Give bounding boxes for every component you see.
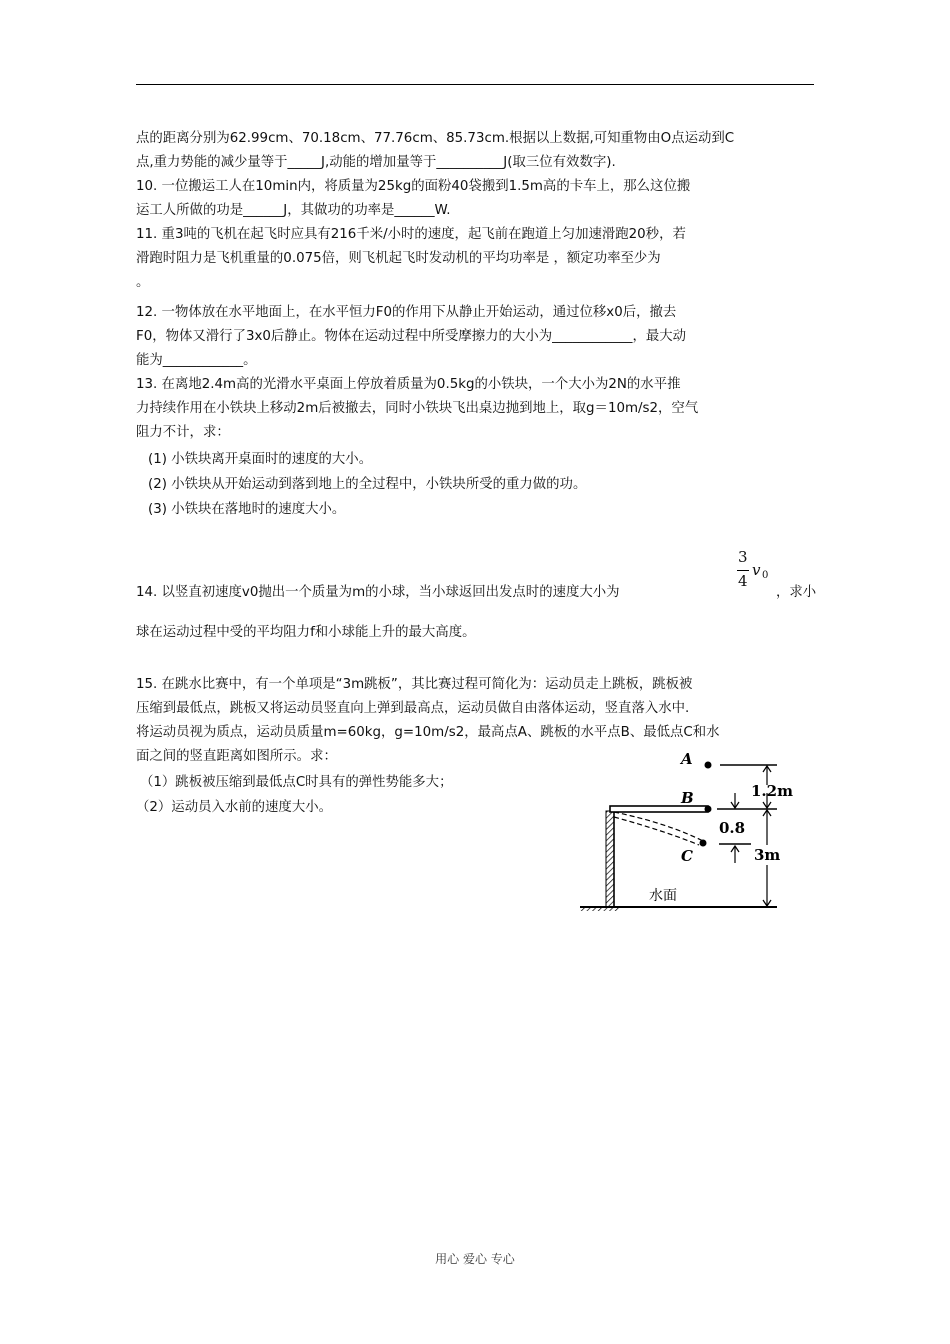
ground-hatch	[580, 907, 620, 911]
text-line: 滑跑时阻力是飞机重量的0.075倍，则飞机起飞时发动机的平均功率是 ，额定功率至少为	[136, 251, 661, 266]
point-b-dot	[705, 806, 712, 813]
label-a: A	[681, 750, 693, 768]
question-11: 11. 重3吨的飞机在起飞时应具有216千米/小时的速度，起飞前在跑道上匀加速滑跑20秒，若	[136, 227, 686, 242]
text-line: 运工人所做的功是______J，其做功的功率是______W.	[136, 203, 451, 218]
support-post	[606, 811, 614, 907]
diving-board-diagram	[577, 745, 807, 913]
dim-label-top: 1.2m	[751, 782, 793, 800]
text-line: 能为____________。	[136, 353, 257, 368]
label-b: B	[681, 789, 694, 807]
question-15: 15. 在跳水比赛中，有一个单项是“3m跳板”，其比赛过程可简化为：运动员走上跳板，跳板被	[136, 677, 693, 692]
page-footer: 用心 爱心 专心	[435, 1252, 515, 1266]
sub-question: （1）跳板被压缩到最低点C时具有的弹性势能多大；	[140, 775, 453, 790]
text-line: 点,重力势能的减少量等于_____J,动能的增加量等于__________J(取三位有效数字).	[136, 155, 616, 170]
text-line: 面之间的竖直距离如图所示。求：	[136, 749, 337, 764]
bent-board	[614, 812, 703, 841]
fraction-denominator: 4	[738, 572, 748, 590]
point-a-dot	[705, 762, 712, 769]
question-12: 12. 一物体放在水平地面上，在水平恒力F0的作用下从静止开始运动，通过位移x0后，撤去	[136, 305, 677, 320]
text-line: 。	[136, 275, 150, 290]
text-line: 力持续作用在小铁块上移动2m后被撤去，同时小铁块飞出桌边抛到地上，取g＝10m/s2，空气	[136, 401, 699, 416]
bent-board	[614, 817, 699, 845]
dim-label-bottom: 3m	[754, 846, 781, 864]
fraction-subscript: 0	[762, 570, 769, 581]
fraction-three-quarters-v0	[736, 548, 776, 598]
text-line: 球在运动过程中受的平均阻力f和小球能上升的最大高度。	[136, 625, 476, 640]
text-line: 压缩到最低点，跳板又将运动员竖直向上弹到最高点，运动员做自由落体运动，竖直落入水中.	[136, 701, 690, 716]
sub-question: (3) 小铁块在落地时的速度大小。	[148, 502, 346, 517]
sub-question: （2）运动员入水前的速度大小。	[136, 800, 332, 815]
sub-question: (2) 小铁块从开始运动到落到地上的全过程中，小铁块所受的重力做的功。	[148, 477, 587, 492]
text-line: 将运动员视为质点，运动员质量m=60kg，g=10m/s2，最高点A、跳板的水平点B、最低点C和水	[136, 725, 720, 740]
text-line: F0，物体又滑行了3x0后静止。物体在运动过程中所受摩擦力的大小为____________，最大动	[136, 329, 687, 344]
sub-question: (1) 小铁块离开桌面时的速度的大小。	[148, 452, 373, 467]
question-14: 14. 以竖直初速度v0抛出一个质量为m的小球，当小球返回出发点时的速度大小为	[136, 585, 620, 600]
header-rule	[136, 84, 814, 85]
fraction-numerator: 3	[738, 548, 748, 566]
water-label: 水面	[649, 888, 677, 904]
fraction-variable: v	[752, 561, 761, 579]
point-c-dot	[700, 840, 707, 847]
label-c: C	[681, 847, 693, 865]
text-line: 阻力不计，求：	[136, 425, 230, 440]
dim-label-mid: 0.8	[719, 819, 746, 837]
text-line: ，求小	[776, 585, 817, 600]
question-13: 13. 在离地2.4m高的光滑水平桌面上停放着质量为0.5kg的小铁块，一个大小为2N的水平推	[136, 377, 681, 392]
fraction-bar	[737, 570, 749, 571]
question-10: 10. 一位搬运工人在10min内，将质量为25kg的面粉40袋搬到1.5m高的卡车上，那么这位搬	[136, 179, 691, 194]
text-line: 点的距离分别为62.99cm、70.18cm、77.76cm、85.73cm.根据以上数据,可知重物由O点运动到C	[136, 131, 735, 146]
